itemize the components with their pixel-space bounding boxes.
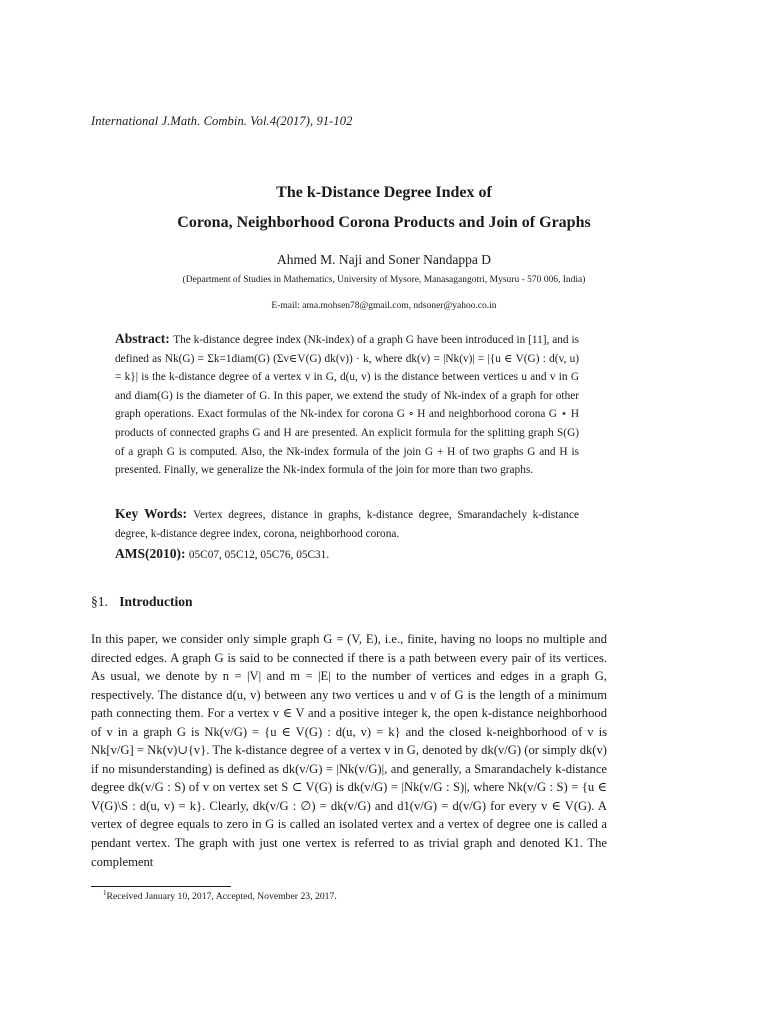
authors: Ahmed M. Naji and Soner Nandappa D — [276, 252, 492, 267]
affiliation: (Department of Studies in Mathematics, University of Mysore, Manasagangotri, Mysuru - 570 006, India) — [182, 275, 586, 285]
footnote-divider — [91, 886, 231, 887]
section-heading — [91, 594, 193, 610]
keywords-heading: Key Words — [115, 506, 183, 521]
ams-classification: AMS(2010): 05C07, 05C12, 05C76, 05C31. — [115, 546, 330, 561]
ams-heading: AMS(2010) — [115, 546, 181, 561]
section-title: Introduction — [119, 594, 193, 609]
introduction-paragraph: In this paper, we consider only simple graph G = (V, E), i.e., finite, having no loops no multiple and directed edges. A graph G is said to be connected if there is a path between every pair of its vertices. As usual, we denote by n = |V| and m = |E| to the number of vertices and edges in a graph G, respectively. The distance d(u, v) between any two vertices u and v of G is the length of a minimum path connecting them. For a vertex v ∈ V and a positive integer k, the open k-distance neighborhood of v in a graph G is Nk(v/G) = {u ∈ V(G) : d(u, v) = k} and the closed k-neighborhood of v is Nk[v/G] = Nk(v)∪{v}. The k-distance degree of a vertex v in G, denoted by dk(v/G) (or simply dk(v) if no misunderstanding) is defined as dk(v/G) = |Nk(v/G)|, and generally, a Smarandachely k-distance degree dk(v/G : S) of v on vertex set S ⊂ V(G) is dk(v/G) = |Nk(v/G : S)|, where Nk(v/G : S) = {u ∈ V(G)\S : d(u, v) = k}. Clearly, dk(v/G : ∅) = dk(v/G) and d1(v/G) = d(v/G) for every v ∈ V(G). A vertex of degree equals to zero in G is called an isolated vertex and a vertex of degree one is called a pendant vertex. The graph with just one vertex is referred to as trivial graph and denoted K1. The complement — [91, 632, 607, 869]
paper-title-line-1: The k-Distance Degree Index of — [276, 184, 492, 201]
abstract-heading: Abstract — [115, 331, 166, 346]
keywords: Key Words: Vertex degrees, distance in graphs, k-distance degree, Smarandachely k-distance degree, k-distance degree index, corona, neighborhood corona. — [115, 506, 580, 540]
abstract-text: The k-distance degree index (Nk-index) of a graph G have been introduced in [11], and is defined as Nk(G) = Σk=1diam(G) (Σv∈V(G) dk(v)) · k, where dk(v) = |Nk(v)| = |{u ∈ V(G) : d(v, u) = k}| is the k-distance degree of a vertex v in G, d(u, v) is the distance between vertices u and v in G and diam(G) is the diameter of G. In this paper, we extend the study of Nk-index of a graph for other graph operations. Exact formulas of the Nk-index for corona G ∘ H and neighborhood corona G ⋆ H products of connected graphs G and H are presented. An explicit formula for the splitting graph S(G) of a graph G is computed. Also, the Nk-index formula of the join G + H of two graphs G and H is presented. Finally, we generalize the Nk-index formula of the join for more than two graphs. — [115, 334, 579, 477]
footnote-text: Received January 10, 2017, Accepted, November 23, 2017. — [106, 891, 337, 903]
footnote — [103, 889, 337, 902]
author-emails: E-mail: ama.mohsen78@gmail.com, ndsoner@yahoo.co.in — [271, 301, 497, 311]
paper-title-line-2: Corona, Neighborhood Corona Products and Join of Graphs — [177, 214, 591, 231]
journal-header: International J.Math. Combin. Vol.4(2017), 91-102 — [91, 114, 353, 128]
footnote-mark: 1 — [103, 889, 107, 897]
keywords-text: Vertex degrees, distance in graphs, k-distance degree, Smarandachely k-distance degree, k-distance degree index, corona, neighborhood corona. — [115, 509, 580, 540]
section-number: §1. — [91, 594, 108, 609]
ams-codes: 05C07, 05C12, 05C76, 05C31. — [188, 549, 330, 561]
abstract: Abstract: The k-distance degree index (Nk-index) of a graph G have been introduced in [11], and is defined as Nk(G) = Σk=1diam(G) (Σv∈V(G) dk(v)) · k, where dk(v) = |Nk(v)| = |{u ∈ V(G) : d(v, u) = k}| is the k-distance degree of a vertex v in G, d(u, v) is the distance between vertices u and v in G and diam(G) is the diameter of G. In this paper, we extend the study of Nk-index of a graph for other graph operations. Exact formulas of the Nk-index for corona G ∘ H and neighborhood corona G ⋆ H products of connected graphs G and H are presented. An explicit formula for the splitting graph S(G) of a graph G is computed. Also, the Nk-index formula of the join G + H of two graphs G and H is presented. Finally, we generalize the Nk-index formula of the join for more than two graphs. — [115, 331, 579, 477]
